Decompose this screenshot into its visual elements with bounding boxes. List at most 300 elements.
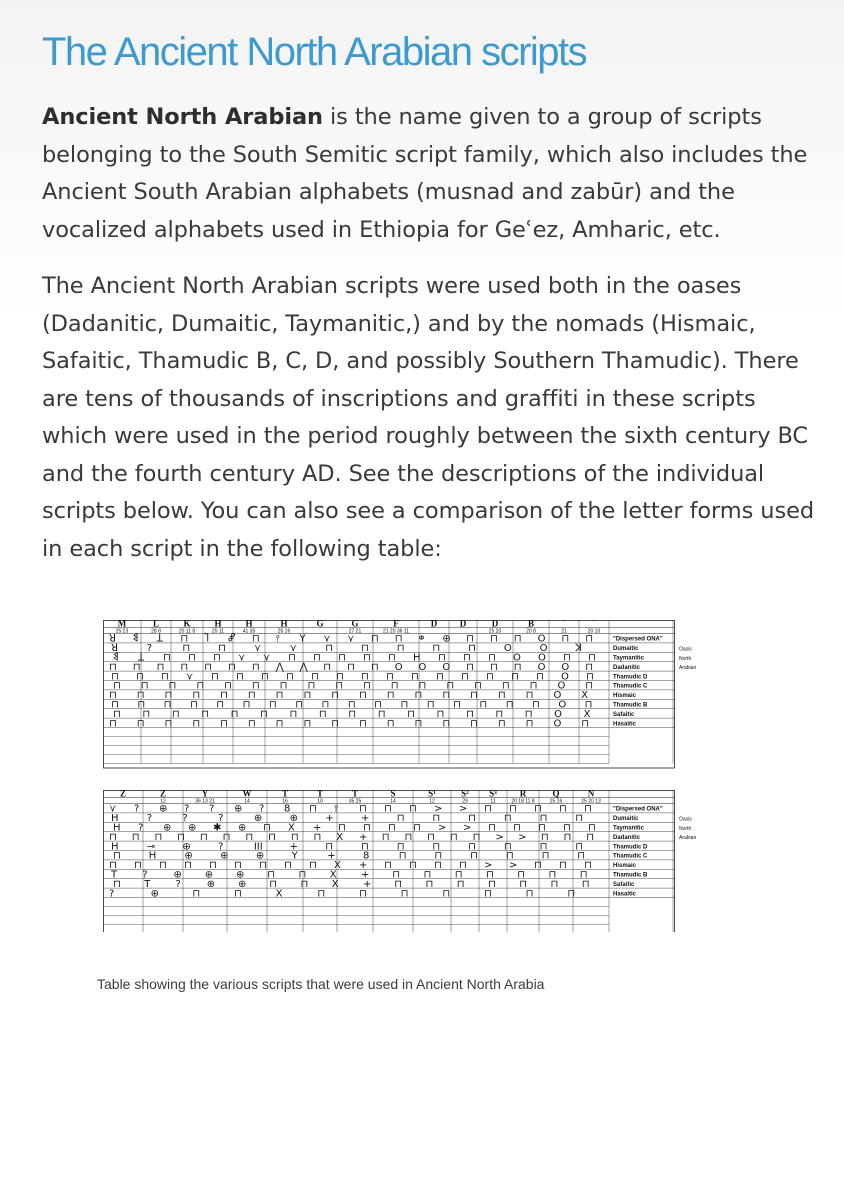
table2-number-heading: 25 20 13 — [581, 798, 601, 805]
table2-group-label: North — [679, 825, 692, 832]
table2-glyph: ✱ — [213, 822, 222, 834]
table1-letter-heading: G — [351, 618, 359, 629]
table1-glyph: ⊓ — [489, 661, 498, 673]
table1-glyph: ⊓ — [585, 661, 594, 673]
table2-glyph: ⊓ — [134, 860, 142, 872]
table2-glyph: ⊕ — [173, 869, 182, 881]
intro-bold-lead: Ancient North Arabian — [42, 104, 323, 130]
table2-glyph: T — [111, 869, 118, 881]
table2-glyph: ⊓ — [588, 822, 596, 834]
table1-letter-heading: ʾ — [592, 618, 596, 629]
table2-glyph: ⊓ — [563, 822, 571, 834]
table2-glyph: ⊓ — [513, 822, 521, 834]
table1-glyph: ⊓ — [163, 652, 171, 664]
table2-glyph: ⊓ — [434, 850, 443, 862]
table1-glyph: ⊓ — [164, 718, 173, 730]
table1-glyph: ⊓ — [220, 690, 228, 702]
table2-glyph: ⊓ — [468, 813, 476, 825]
table2-glyph: > — [484, 860, 493, 872]
table2-script-label: Taymanitic — [613, 825, 644, 832]
table2-glyph: X — [288, 822, 295, 834]
table2-script-label: Hasaitic — [613, 891, 637, 898]
table1-glyph: ⊓ — [182, 643, 191, 655]
table1-glyph: ⊓ — [414, 690, 423, 702]
table1-glyph: ⊓ — [161, 671, 169, 683]
table1-number-heading: 25 11 — [211, 628, 225, 635]
table1-glyph: ⊓ — [180, 633, 189, 645]
table2-glyph: ⊕ — [255, 850, 265, 862]
table1-glyph: O — [553, 718, 562, 730]
table1-glyph: O — [553, 690, 562, 702]
table2-glyph: ? — [182, 813, 188, 825]
table1-glyph: O — [537, 633, 546, 645]
table2-glyph: ⊓ — [525, 888, 534, 900]
table2-glyph: ⊓ — [263, 822, 271, 834]
table2-script-label: Thamudic D — [613, 844, 648, 851]
table2-glyph: X — [336, 831, 344, 843]
table1-script-label: Dadanitic — [613, 664, 641, 671]
table1-glyph: 𐩥 — [418, 633, 425, 645]
table1-glyph: ⊓ — [463, 652, 471, 664]
table2-group-label: Oasis — [679, 816, 692, 823]
table2-script-label: Dadanitic — [613, 834, 641, 841]
table1-glyph: ⊓ — [216, 699, 225, 711]
table2-glyph: ⊓ — [579, 869, 588, 881]
table1-glyph: ⊓ — [164, 690, 173, 702]
table2-letter-heading: Z — [159, 788, 167, 799]
table1-glyph: ꓕ — [156, 633, 163, 645]
table2-glyph: ⊓ — [519, 878, 528, 890]
table2-glyph: ⊕ — [220, 850, 229, 862]
table1-glyph: ⊓ — [461, 671, 469, 683]
table2-glyph: ⊓ — [449, 831, 458, 843]
table1-letter-heading: D — [459, 618, 467, 629]
table2-glyph: ⊓ — [550, 878, 559, 890]
table2-glyph: X — [275, 888, 283, 900]
table2-glyph: ⊓ — [113, 850, 121, 862]
table1-number-heading: 41 35 — [242, 628, 256, 635]
table1-number-heading: 25 23 — [115, 628, 129, 635]
table2-glyph: + — [289, 841, 298, 853]
script-table-svg — [103, 618, 719, 932]
table1-glyph: ⊓ — [247, 690, 256, 702]
table1-glyph: ⊓ — [396, 643, 405, 655]
table1-glyph: ⊓ — [156, 661, 165, 673]
table1-glyph: ⊓ — [236, 671, 244, 683]
table1-glyph: ⊓ — [136, 671, 144, 683]
table2-glyph: H — [113, 822, 121, 834]
table1-glyph: ⫯ — [275, 633, 281, 645]
table2-number-heading: 16 — [282, 798, 288, 805]
table2-glyph: + — [359, 831, 368, 843]
table2-glyph: ? — [218, 841, 224, 853]
table1-glyph: ⊓ — [313, 652, 321, 664]
table1-glyph: ⊓ — [201, 708, 210, 720]
table1-glyph: ⊓ — [581, 718, 590, 730]
table2-glyph: H — [111, 813, 119, 825]
table1-glyph: ⊓ — [213, 652, 221, 664]
figure-caption: Table showing the various scripts that were used in Ancient North Arabia — [97, 976, 545, 992]
table1-glyph: ⊓ — [466, 633, 474, 645]
table1-glyph: ⊓ — [323, 661, 332, 673]
table1-glyph: ⊓ — [113, 708, 121, 720]
table1-glyph: O — [537, 661, 546, 673]
table1-glyph: ⊓ — [318, 708, 327, 720]
table2-letter-heading: T — [281, 788, 289, 799]
table1-glyph: ⊓ — [275, 690, 284, 702]
table1-glyph: ⊓ — [211, 671, 219, 683]
table2-glyph: ⊓ — [381, 831, 390, 843]
table1-number-heading: 20 8 — [526, 628, 536, 635]
table1-glyph: ⊓ — [388, 652, 396, 664]
table1-glyph: ⊓ — [142, 708, 151, 720]
table1-glyph: ⋀ — [299, 661, 308, 673]
table1-glyph: ⊓ — [335, 680, 344, 692]
table1-glyph: ⊓ — [268, 699, 277, 711]
table2-glyph: ⊓ — [472, 831, 481, 843]
table1-number-heading: 20 11 8 — [178, 628, 196, 635]
table1-glyph: ⊓ — [180, 661, 189, 673]
table2-glyph: ⊓ — [269, 878, 278, 890]
table2-letter-heading: S — [390, 788, 396, 799]
table2-glyph: ⊕ — [182, 841, 191, 853]
table1-number-heading: 26 16 — [277, 628, 291, 635]
table1-glyph: ⊓ — [394, 633, 403, 645]
table2-letter-heading: Q — [552, 788, 560, 799]
table1-glyph: ⊓ — [247, 718, 256, 730]
table2-number-heading: 10 — [317, 798, 323, 805]
table1-glyph: ⊓ — [307, 680, 316, 692]
table2-letter-heading: S³ — [489, 788, 497, 799]
table1-glyph: ⊓ — [488, 652, 496, 664]
script-comparison-table-image — [103, 618, 719, 932]
table2-glyph: ⊓ — [388, 822, 396, 834]
table1-glyph: ⊓ — [168, 680, 177, 692]
table2-glyph: ⊓ — [488, 822, 496, 834]
table1-glyph: ⊓ — [377, 708, 386, 720]
table1-glyph: ⊓ — [251, 661, 260, 673]
table1-letter-heading: L — [152, 618, 160, 629]
table1-glyph: ⊓ — [192, 690, 201, 702]
table2-glyph: ⊓ — [192, 888, 201, 900]
table1-glyph: ⊓ — [171, 708, 180, 720]
table2-glyph: ? — [209, 803, 215, 815]
table1-glyph: ⊓ — [196, 680, 205, 692]
table2-glyph: > — [463, 822, 472, 834]
table2-letter-heading: T — [316, 788, 324, 799]
table1-glyph: 𐩣 — [113, 652, 119, 664]
table1-glyph: ⊓ — [453, 699, 461, 711]
table1-glyph: ⊓ — [311, 671, 319, 683]
table1-glyph: O — [538, 652, 546, 664]
table1-glyph: O — [561, 661, 570, 673]
table1-glyph: ⊓ — [192, 718, 201, 730]
table1-glyph: ꓤ — [109, 633, 116, 645]
table2-glyph: X — [334, 860, 341, 872]
table2-letter-heading: S¹ — [428, 788, 436, 799]
table1-glyph: ⊓ — [361, 643, 369, 655]
table2-glyph: ⊓ — [361, 841, 369, 853]
table1-glyph: ⊓ — [386, 671, 394, 683]
table1-glyph: ⊓ — [489, 633, 498, 645]
table1-glyph: ⊓ — [261, 671, 269, 683]
table2-glyph: ⊓ — [459, 860, 467, 872]
table1-letter-heading: F — [393, 618, 399, 629]
table2-glyph: ⊓ — [423, 869, 432, 881]
table2-glyph: ? — [134, 803, 140, 815]
table2-glyph: ⊓ — [325, 841, 334, 853]
table2-glyph: ⊓ — [234, 860, 242, 872]
table2-glyph: H — [111, 841, 119, 853]
table1-glyph: ꓕ — [138, 652, 145, 664]
table2-glyph: ⊓ — [298, 869, 307, 881]
table2-glyph: ⊓ — [486, 869, 494, 881]
table1-glyph: O — [558, 699, 567, 711]
table2-glyph: ⊕ — [150, 888, 160, 900]
table2-glyph: ⊓ — [559, 803, 567, 815]
table1-glyph: O — [442, 661, 451, 673]
table2-glyph: ⊓ — [559, 860, 567, 872]
table2-glyph: ⊓ — [394, 878, 403, 890]
table2-glyph: ? — [184, 803, 190, 815]
table2-glyph: ⊓ — [363, 822, 371, 834]
table2-glyph: ⊓ — [442, 888, 451, 900]
table1-glyph: ⊓ — [497, 718, 506, 730]
table1-glyph: ⊓ — [370, 661, 379, 673]
table2-script-label: "Dispersed ONA" — [613, 806, 663, 813]
table2-glyph: ⊓ — [234, 888, 242, 900]
table2-glyph: ⊓ — [392, 869, 401, 881]
table1-glyph: ⋎ — [323, 633, 331, 645]
table2-glyph: ⊕ — [236, 869, 245, 881]
table1-glyph: ⊓ — [432, 643, 441, 655]
table2-glyph: ⊓ — [359, 888, 367, 900]
table2-glyph: + — [361, 869, 370, 881]
table2-glyph: ⊓ — [534, 860, 542, 872]
table2-glyph: ⊓ — [434, 860, 442, 872]
table1-glyph: ⊓ — [295, 699, 304, 711]
table2-glyph: ⊓ — [586, 831, 595, 843]
table1-glyph: ⊓ — [132, 661, 141, 673]
table2-glyph: ⊓ — [456, 878, 465, 890]
table1-glyph: ⊓ — [336, 671, 344, 683]
table1-glyph: ⊓ — [321, 699, 330, 711]
table1-glyph: Ⴥ — [228, 633, 236, 645]
table2-glyph: ⊓ — [539, 841, 548, 853]
table1-group-label: Arabian — [679, 665, 697, 672]
table2-glyph: ⊓ — [409, 803, 417, 815]
table2-number-heading: 12 — [429, 798, 435, 805]
table2-glyph: ⊓ — [517, 869, 526, 881]
table1-glyph: ⊓ — [585, 633, 594, 645]
table1-glyph: ⊓ — [438, 652, 446, 664]
table2-glyph: > — [509, 860, 518, 872]
table2-glyph: > — [438, 822, 447, 834]
table1-glyph: ⋎ — [347, 633, 355, 645]
table2-letter-heading: N — [587, 788, 595, 799]
table1-glyph: ⊓ — [532, 699, 540, 711]
table2-glyph: ⊓ — [534, 803, 542, 815]
table1-letter-heading: G — [316, 618, 324, 629]
table2-glyph: ⊕ — [253, 813, 263, 825]
table2-glyph: ⊓ — [384, 803, 392, 815]
table1-script-label: Hismaic — [613, 693, 637, 700]
table2-number-heading: 29 — [462, 798, 468, 805]
table2-number-heading: 14 — [390, 798, 396, 805]
table2-letter-heading: Y — [201, 788, 209, 799]
table1-glyph: Ⴈ — [204, 633, 209, 645]
table1-glyph: ⊓ — [585, 680, 594, 692]
table2-glyph: ⊓ — [509, 803, 517, 815]
table1-number-heading: 21 — [561, 628, 567, 635]
table1-letter-heading: H — [214, 618, 222, 629]
table2-glyph: ? — [146, 813, 153, 825]
table1-glyph: ⊓ — [289, 708, 298, 720]
table2-glyph: ⊓ — [396, 841, 405, 853]
table2-glyph: X — [329, 869, 337, 881]
table2-glyph: ⊓ — [109, 860, 117, 872]
table2-glyph: + — [359, 860, 368, 872]
intro-text: is the name given to a group of scripts belonging to the South Semitic script family, which also includes the Ancient South Arabian alphabets (musnad and zabūr) and the vocalized alphabets used in Ethiopia for Geʿez, Amharic, etc. — [42, 104, 808, 243]
table2-glyph: H — [148, 850, 157, 862]
table2-glyph: ⊓ — [575, 841, 584, 853]
table2-glyph: ⊸ — [146, 841, 156, 853]
table1-glyph: ⊓ — [303, 718, 312, 730]
table1-glyph: ⋀ — [275, 661, 284, 673]
table2-glyph: ⊓ — [109, 831, 117, 843]
table1-glyph: Y — [299, 633, 306, 645]
table2-glyph: ⊓ — [584, 860, 592, 872]
table1-glyph: ⊓ — [288, 652, 296, 664]
table1-glyph: ⊓ — [524, 708, 533, 720]
table2-script-label: Safaitic — [613, 881, 635, 888]
table1-glyph: ⊓ — [113, 680, 121, 692]
table1-script-label: Taymanitic — [613, 655, 644, 662]
table1-glyph: ⊓ — [374, 699, 382, 711]
table2-glyph: ⊓ — [309, 860, 317, 872]
table2-glyph: ⊓ — [538, 822, 546, 834]
table2-glyph: ⊓ — [567, 888, 576, 900]
table2-glyph: ? — [175, 878, 181, 890]
table1-glyph: ⊓ — [495, 708, 504, 720]
table2-glyph: ⊕ — [238, 822, 247, 834]
table2-glyph: ⊓ — [432, 813, 441, 825]
table1-glyph: ⊓ — [470, 690, 478, 702]
table2-glyph: ⊓ — [131, 831, 140, 843]
table2-glyph: ⊓ — [300, 878, 309, 890]
scripts-paragraph: The Ancient North Arabian scripts were used both in the oases (Dadanitic, Dumaitic, Taymanitic,) and by the nomads (Hismaic, Safaitic, Thamudic B, C, D, and possibly Southern Thamudic). There are tens of thousands of inscriptions and graffiti in these scripts which were used in the period roughly between the sixth century BC and the fourth century AD. See the descriptions of the individual scripts below. You can also see a comparison of the letter forms used in each script in the following table: — [42, 273, 815, 562]
table1-script-label: Dumaitic — [613, 646, 639, 653]
table1-glyph: ⊓ — [511, 671, 519, 683]
table2-glyph: ⊓ — [540, 831, 549, 843]
table2-glyph: ⊓ — [541, 850, 550, 862]
table2-letter-heading: S² — [461, 788, 469, 799]
table2-glyph: ⊓ — [209, 860, 217, 872]
table2-glyph: ⊓ — [359, 803, 367, 815]
table1-glyph: ⊓ — [188, 652, 196, 664]
table2-glyph: ⊓ — [488, 878, 496, 890]
table1-group-label: North — [679, 655, 692, 662]
table1-glyph: ⊓ — [331, 718, 340, 730]
table1-script-label: "Dispersed ONA" — [613, 636, 663, 643]
table1-glyph: O — [503, 643, 512, 655]
table1-number-heading: 25 20 — [488, 628, 502, 635]
table1-glyph: ⊓ — [370, 633, 379, 645]
table2-script-label: Dumaitic — [613, 816, 639, 823]
table1-glyph: X — [581, 690, 589, 702]
table2-number-heading: 35 25 — [348, 798, 362, 805]
table1-glyph: ⋎ — [186, 671, 194, 683]
table2-glyph: T — [144, 878, 151, 890]
table2-glyph: ⊕ — [204, 869, 214, 881]
table1-glyph: O — [561, 671, 569, 683]
table2-glyph: ⊓ — [284, 860, 292, 872]
table1-glyph: ⊓ — [163, 699, 172, 711]
table1-glyph: ⊓ — [561, 633, 570, 645]
table1-script-label: Thamudic B — [613, 702, 648, 709]
table2-glyph: ⊓ — [432, 841, 441, 853]
table2-glyph: III — [253, 841, 263, 853]
table1-glyph: ⊓ — [584, 699, 593, 711]
table1-glyph: ⊓ — [363, 652, 371, 664]
table1-glyph: ⊓ — [224, 680, 232, 692]
table1-glyph: ⊓ — [486, 671, 494, 683]
table1-glyph: ⊓ — [136, 718, 145, 730]
table1-glyph: ⊓ — [361, 671, 369, 683]
table1-glyph: ⊓ — [426, 699, 435, 711]
table2-glyph: ⊕ — [234, 803, 243, 815]
table2-script-label: Hismaic — [613, 863, 637, 870]
table2-glyph: ⊓ — [548, 869, 557, 881]
table2-glyph: ⊓ — [184, 860, 192, 872]
table2-glyph: ⊓ — [468, 841, 476, 853]
table2-glyph: ⊕ — [188, 822, 197, 834]
table1-script-label: Thamudic D — [613, 674, 648, 681]
table2-glyph: ⊓ — [338, 822, 346, 834]
table1-glyph: ⊕ — [442, 633, 451, 645]
table1-glyph: O — [418, 661, 427, 673]
table2-glyph: 8 — [284, 803, 291, 815]
table1-glyph: ⊓ — [414, 718, 423, 730]
table2-glyph: ⊕ — [238, 878, 247, 890]
table1-glyph: ⊓ — [386, 718, 395, 730]
table1-glyph: ⊓ — [386, 690, 395, 702]
table2-glyph: X — [331, 878, 339, 890]
table2-glyph: ⊕ — [206, 878, 216, 890]
table1-glyph: ⊓ — [111, 671, 119, 683]
table2-glyph: ⊓ — [413, 822, 421, 834]
intro-paragraph — [42, 99, 822, 249]
table2-glyph: ⊓ — [159, 860, 167, 872]
table1-glyph: ⊓ — [218, 643, 226, 655]
table1-letter-heading: K — [183, 618, 191, 629]
table1-glyph: ⋎ — [253, 643, 262, 655]
table1-glyph: ⋎ — [289, 643, 297, 655]
table2-script-label: Thamudic B — [613, 872, 648, 879]
table2-glyph: ⊕ — [163, 822, 172, 834]
table2-glyph: ⊓ — [113, 878, 121, 890]
table2-glyph: > — [518, 831, 527, 843]
table1-glyph: ⊓ — [474, 680, 482, 692]
table1-glyph: ⊓ — [331, 690, 340, 702]
table2-glyph: ⊕ — [289, 813, 298, 825]
table1-glyph: ⊓ — [137, 699, 146, 711]
table1-glyph: ⊓ — [220, 718, 228, 730]
table1-glyph: ⊓ — [407, 708, 415, 720]
table1-glyph: ⊓ — [204, 661, 213, 673]
table1-script-label: Safaitic — [613, 711, 635, 718]
table1-glyph: ⊓ — [136, 690, 145, 702]
